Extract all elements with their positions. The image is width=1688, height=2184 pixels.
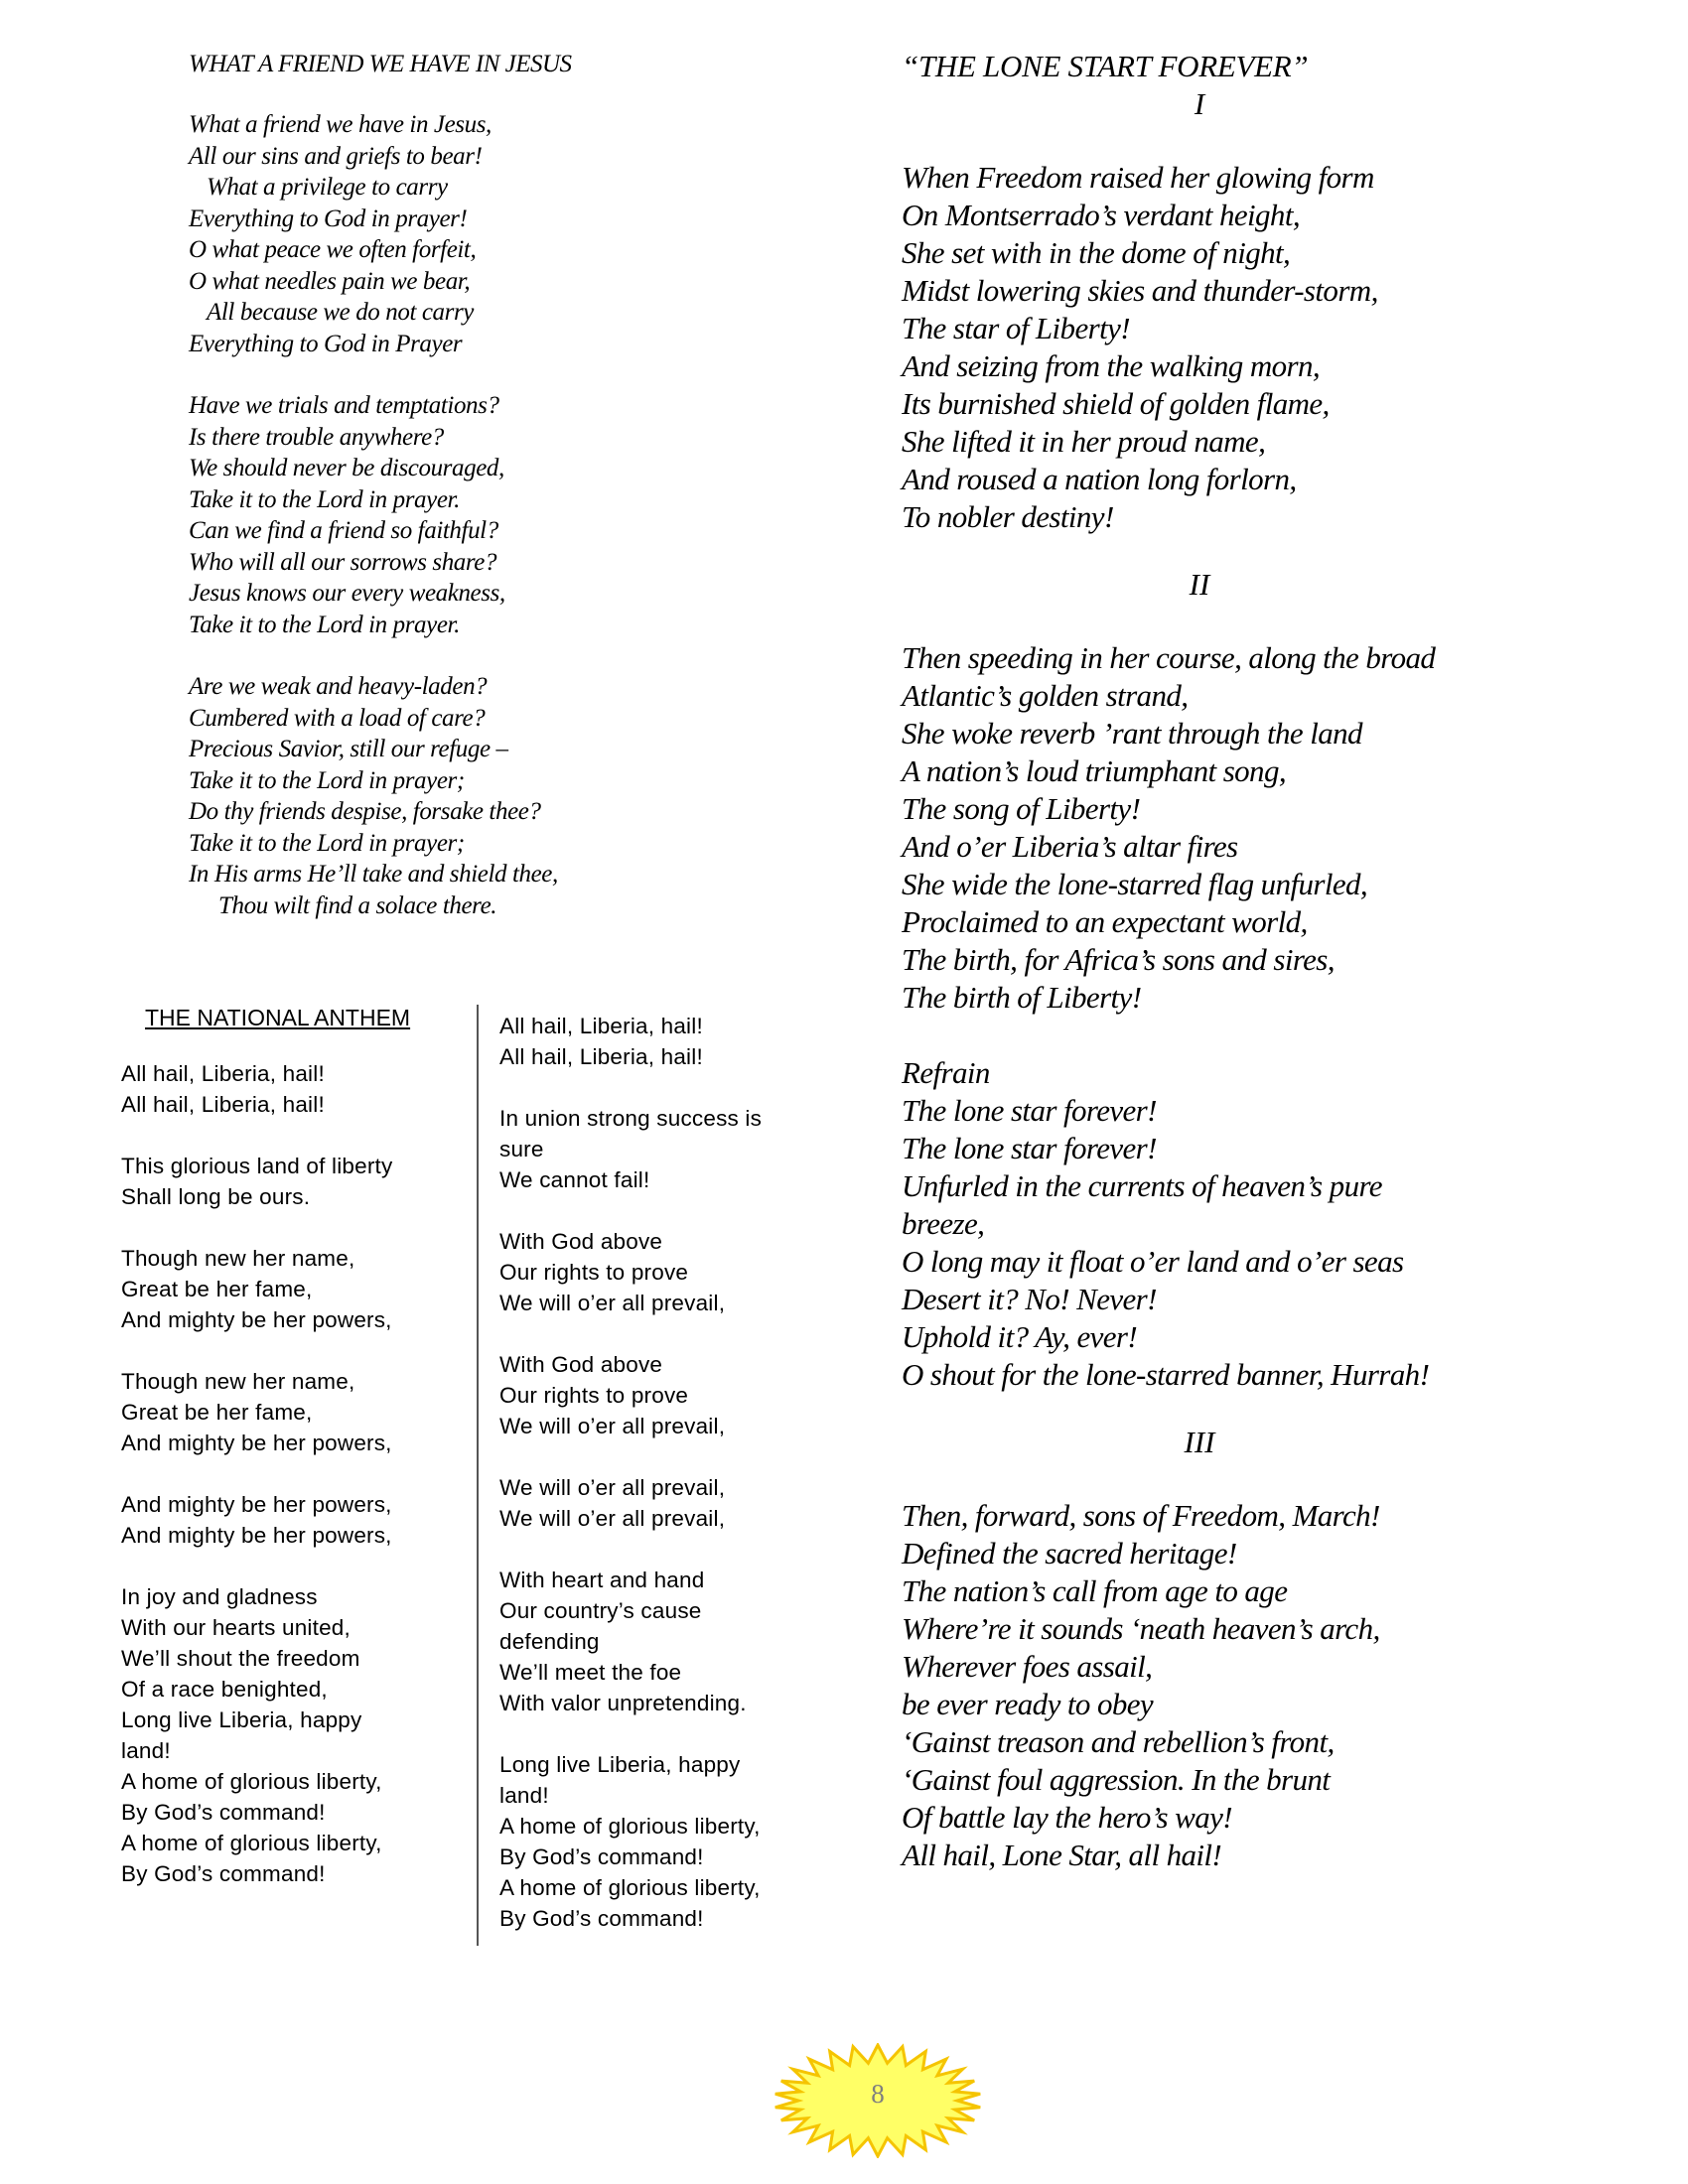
hymn-line: Take it to the Lord in prayer. <box>189 485 460 513</box>
anthem-line: Great be her fame, <box>121 1400 313 1425</box>
anthem-line: All hail, Liberia, hail! <box>121 1092 325 1117</box>
anthem-line: In joy and gladness <box>121 1584 318 1609</box>
anthem-line: Of a race benighted, <box>121 1677 328 1702</box>
anthem-line: And mighty be her powers, <box>121 1492 392 1517</box>
column-divider <box>477 1005 479 1946</box>
anthem-line: And mighty be her powers, <box>121 1307 392 1332</box>
hymn-line: Precious Savior, still our refuge – <box>189 736 508 762</box>
anthem-line: And mighty be her powers, <box>121 1523 392 1548</box>
verse-line: And o’er Liberia’s altar fires <box>902 829 1238 864</box>
verse-line: Wherever foes assail, <box>902 1649 1153 1684</box>
anthem-line: Long live Liberia, happy <box>121 1707 362 1732</box>
anthem-line: By God’s command! <box>499 1844 704 1869</box>
hymn-stanza <box>189 671 824 921</box>
hymn-line: Everything to God in prayer! <box>189 205 468 232</box>
anthem-stanza <box>499 1749 827 1934</box>
verse-line: When Freedom raised her glowing form <box>902 160 1374 195</box>
refrain-line: The lone star forever! <box>902 1131 1157 1165</box>
anthem-line: A home of glorious liberty, <box>499 1875 761 1900</box>
anthem-line: We will o’er all prevail, <box>499 1414 726 1438</box>
anthem-stanza <box>121 1243 469 1335</box>
hymn-line: Take it to the Lord in prayer. <box>189 611 460 638</box>
anthem-line: We will o’er all prevail, <box>499 1506 726 1531</box>
anthem-line: With God above <box>499 1229 663 1254</box>
verse-line: Its burnished shield of golden flame, <box>902 386 1330 421</box>
verse-numeral: II <box>1189 567 1210 602</box>
verse-line: The star of Liberty! <box>902 311 1130 345</box>
page-number: 8 <box>871 2079 885 2109</box>
hymn-line: Everything to God in Prayer <box>189 330 463 357</box>
refrain-line: The lone star forever! <box>902 1093 1157 1128</box>
anthem-line: Long live Liberia, happy <box>499 1752 741 1777</box>
anthem-line: All hail, Liberia, hail! <box>499 1014 703 1038</box>
verse-numeral: I <box>1194 86 1205 121</box>
verse-line: The song of Liberty! <box>902 791 1141 826</box>
verse-line: The birth, for Africa’s sons and sires, <box>902 942 1335 977</box>
anthem-line: We will o’er all prevail, <box>499 1291 726 1315</box>
verse-line: ‘Gainst foul aggression. In the brunt <box>902 1762 1331 1797</box>
hymn-line: We should never be discouraged, <box>189 455 504 481</box>
hymn-line: What a friend we have in Jesus, <box>189 111 492 138</box>
verse-line: And roused a nation long forlorn, <box>902 462 1297 496</box>
hymn-title: WHAT A FRIEND WE HAVE IN JESUS <box>189 51 572 77</box>
refrain-line: Desert it? No! Never! <box>902 1282 1157 1316</box>
anthem-line: By God’s command! <box>121 1861 326 1886</box>
anthem-line: With valor unpretending. <box>499 1691 747 1715</box>
verse-line: She lifted it in her proud name, <box>902 424 1266 459</box>
refrain-label: Refrain <box>902 1055 990 1090</box>
verse-line: be ever ready to obey <box>902 1687 1154 1721</box>
refrain-line: O long may it float o’er land and o’er seas <box>902 1244 1404 1279</box>
anthem-stanza <box>121 1058 469 1120</box>
anthem-line: land! <box>121 1738 171 1763</box>
anthem-stanza <box>499 1472 827 1534</box>
hymn-line: All because we do not carry <box>207 299 474 326</box>
hymn-line: Who will all our sorrows share? <box>189 548 497 576</box>
verse-line: A nation’s loud triumphant song, <box>902 753 1287 788</box>
hymn-line: Cumbered with a load of care? <box>189 704 486 732</box>
hymn-line: Jesus knows our every weakness, <box>189 580 505 607</box>
hymn-line: Thou wilt find a solace there. <box>218 891 497 919</box>
hymn-line: Take it to the Lord in prayer; <box>189 829 465 857</box>
verse-line: Midst lowering skies and thunder-storm, <box>902 273 1378 308</box>
anthem-line: In union strong success is <box>499 1106 763 1131</box>
anthem-stanza <box>499 1349 827 1441</box>
anthem-stanza <box>499 1565 827 1718</box>
refrain-line: Unfurled in the currents of heaven’s pure <box>902 1168 1382 1203</box>
anthem-stanza <box>499 1226 827 1318</box>
anthem-line: Our country’s cause <box>499 1598 702 1623</box>
hymn-stanza <box>189 390 824 640</box>
anthem-stanza <box>121 1366 469 1458</box>
verse-line: She woke reverb ’rant through the land <box>902 716 1362 751</box>
verse-line: The birth of Liberty! <box>902 980 1142 1015</box>
page-number-badge <box>771 2043 985 2158</box>
anthem-line: sure <box>499 1137 544 1161</box>
anthem-line: With our hearts united, <box>121 1615 351 1640</box>
anthem-line: Great be her fame, <box>121 1277 313 1301</box>
hymn-line: All our sins and griefs to bear! <box>189 142 483 170</box>
hymn-line: O what peace we often forfeit, <box>189 236 477 263</box>
verse-line: She set with in the dome of night, <box>902 235 1291 270</box>
anthem-line: By God’s command! <box>499 1906 704 1931</box>
lonestar-verse-2 <box>902 639 1636 1017</box>
anthem-stanza <box>499 1011 827 1072</box>
anthem-line: We’ll meet the foe <box>499 1660 682 1685</box>
anthem-stanza <box>499 1103 827 1195</box>
verse-line: And seizing from the walking morn, <box>902 348 1321 383</box>
anthem-line: All hail, Liberia, hail! <box>499 1044 703 1069</box>
anthem-stanza <box>121 1581 469 1889</box>
anthem-title: THE NATIONAL ANTHEM <box>145 1005 411 1030</box>
anthem-line: With heart and hand <box>499 1568 705 1592</box>
verse-line: ‘Gainst treason and rebellion’s front, <box>902 1724 1335 1759</box>
verse-line: All hail, Lone Star, all hail! <box>902 1838 1222 1872</box>
lonestar-refrain <box>902 1054 1636 1394</box>
anthem-column-1 <box>121 1003 469 1920</box>
hymn-line: Have we trials and temptations? <box>189 392 499 419</box>
verse-line: Defined the sacred heritage! <box>902 1536 1237 1570</box>
refrain-line: breeze, <box>902 1206 985 1241</box>
hymn-line: Can we find a friend so faithful? <box>189 517 498 544</box>
anthem-column-2 <box>499 1011 827 1965</box>
anthem-line: Though new her name, <box>121 1246 355 1271</box>
verse-line: On Montserrado’s verdant height, <box>902 198 1300 232</box>
verse-line: Where’re it sounds ‘neath heaven’s arch, <box>902 1611 1380 1646</box>
hymn-line: In His arms He’ll take and shield thee, <box>189 861 558 887</box>
anthem-line: All hail, Liberia, hail! <box>121 1061 325 1086</box>
refrain-line: Uphold it? Ay, ever! <box>902 1319 1138 1354</box>
refrain-line: O shout for the lone-starred banner, Hurrah! <box>902 1357 1430 1392</box>
anthem-line: Shall long be ours. <box>121 1184 311 1209</box>
verse-line: Then speeding in her course, along the broad <box>902 640 1436 675</box>
hymn-line: Do thy friends despise, forsake thee? <box>189 798 541 825</box>
hymn-line: What a privilege to carry <box>207 174 448 201</box>
anthem-line: Though new her name, <box>121 1369 355 1394</box>
verse-line: She wide the lone-starred flag unfurled, <box>902 867 1368 901</box>
verse-line: The nation’s call from age to age <box>902 1573 1288 1608</box>
hymn-section <box>189 48 824 952</box>
verse-line: Then, forward, sons of Freedom, March! <box>902 1498 1380 1533</box>
anthem-line: This glorious land of liberty <box>121 1154 393 1178</box>
hymn-line: Take it to the Lord in prayer; <box>189 766 465 794</box>
verse-line: Proclaimed to an expectant world, <box>902 904 1308 939</box>
verse-line: Atlantic’s golden strand, <box>902 678 1189 713</box>
anthem-stanza <box>121 1489 469 1551</box>
lonestar-title: “THE LONE START FOREVER” <box>902 49 1309 83</box>
hymn-line: Is there trouble anywhere? <box>189 423 444 451</box>
anthem-stanza <box>121 1151 469 1212</box>
anthem-line: Our rights to prove <box>499 1383 689 1408</box>
anthem-line: defending <box>499 1629 600 1654</box>
anthem-line: A home of glorious liberty, <box>499 1814 761 1839</box>
lonestar-verse-1 <box>902 159 1636 536</box>
anthem-line: And mighty be her powers, <box>121 1431 392 1455</box>
lonestar-verse-3 <box>902 1497 1636 1874</box>
anthem-line: By God’s command! <box>121 1800 326 1825</box>
anthem-line: We will o’er all prevail, <box>499 1475 726 1500</box>
verse-line: To nobler destiny! <box>902 499 1114 534</box>
anthem-line: With God above <box>499 1352 663 1377</box>
anthem-line: We cannot fail! <box>499 1167 650 1192</box>
hymn-line: Are we weak and heavy-laden? <box>189 673 488 700</box>
hymn-stanza <box>189 109 824 359</box>
anthem-line: We’ll shout the freedom <box>121 1646 360 1671</box>
anthem-line: A home of glorious liberty, <box>121 1831 382 1855</box>
lonestar-section <box>902 48 1636 1874</box>
anthem-line: A home of glorious liberty, <box>121 1769 382 1794</box>
verse-line: Of battle lay the hero’s way! <box>902 1800 1233 1835</box>
hymn-line: O what needles pain we bear, <box>189 267 471 295</box>
verse-numeral: III <box>1184 1425 1215 1459</box>
anthem-line: Our rights to prove <box>499 1260 689 1285</box>
anthem-line: land! <box>499 1783 549 1808</box>
